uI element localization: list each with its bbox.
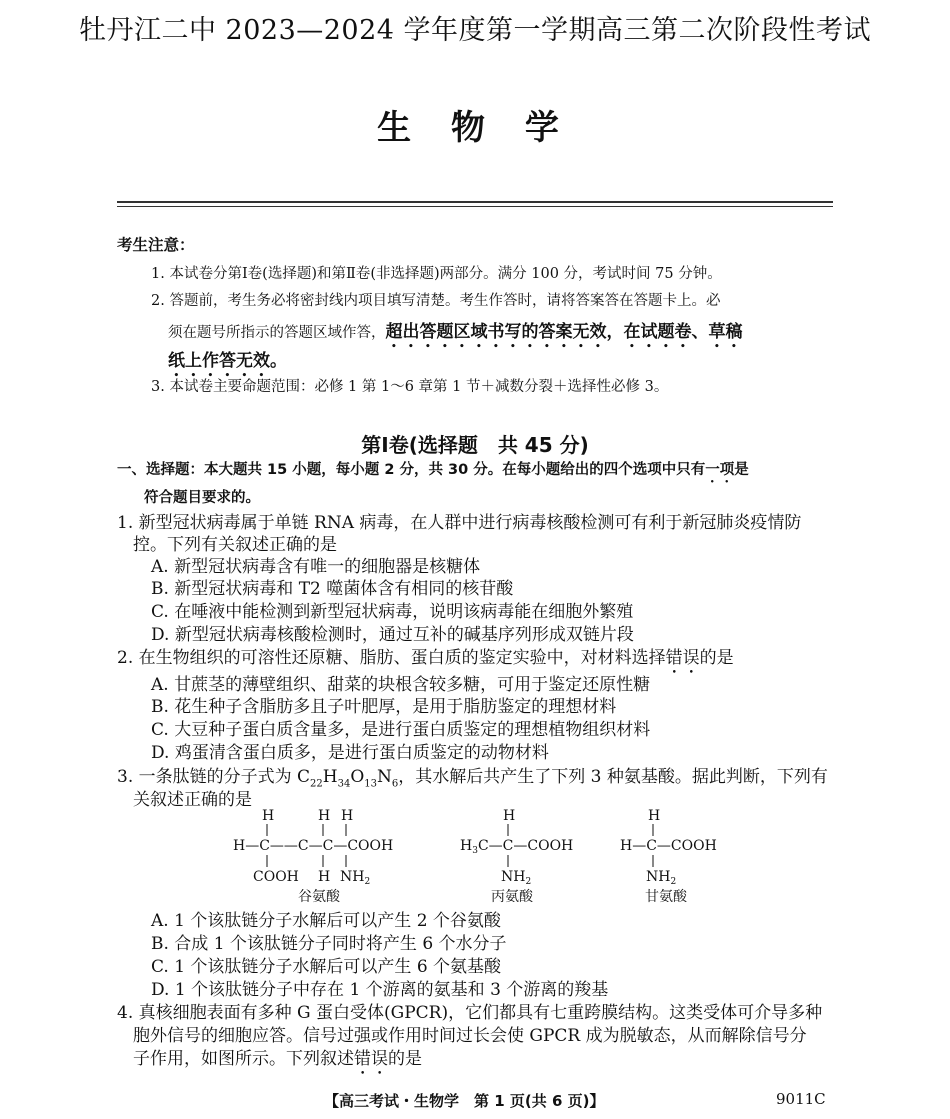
q4-stem-line2: 胞外信号的细胞应答。信号过强或作用时间过长会使 GPCR 成为脱敏态，从而解除信号分 (133, 1026, 807, 1046)
ala-h-top: H (503, 808, 516, 824)
q3-option-c: C. 1 个该肽链分子水解后可以产生 6 个氨基酸 (151, 957, 502, 977)
formula-sub-h: 34 (337, 778, 351, 790)
part1-instruction-line1 (117, 458, 749, 486)
glu-bottom-nh: $NH_2$ (340, 869, 371, 887)
q4-stem-line3 (133, 1044, 422, 1079)
q1-stem-line1: 1. 新型冠状病毒属于单链 RNA 病毒，在人群中进行病毒核酸检测可有利于新冠肺炎疫情防 (117, 513, 802, 533)
alanine-structure (460, 808, 573, 905)
notice-item-3: 3. 本试卷主要命题范围：必修 1 第 1～6 章第 1 节＋减数分裂＋选择性必修 3。 (151, 379, 669, 395)
instruction-post: 是 (734, 462, 749, 478)
amino-acid-structures (225, 805, 735, 905)
glutamate-structure (233, 808, 393, 905)
q4-stem-post: 的是 (388, 1049, 422, 1069)
q3-stem-post: ，其水解后共产生了下列 3 种氨基酸。据此判断，下列有 (398, 767, 828, 787)
glu-name: 谷氨酸 (298, 889, 340, 905)
q2-option-a: A. 甘蔗茎的薄壁组织、甜菜的块根含较多糖，可用于鉴定还原性糖 (151, 675, 651, 695)
glu-main-chain: H—C——C—C—COOH (233, 838, 394, 854)
q1-option-b: B. 新型冠状病毒和 T2 噬菌体含有相同的核苷酸 (151, 579, 514, 599)
instruction-pre: 一、选择题：本大题共 15 小题，每小题 2 分，共 30 分。在每小题给出的四个选项中只有 (117, 462, 706, 478)
q2-option-c: C. 大豆种子蛋白质含量多，是进行蛋白质鉴定的理想植物组织材料 (151, 720, 651, 740)
gly-name: 甘氨酸 (645, 889, 687, 905)
part1-title: 第Ⅰ卷(选择题 共 45 分) (361, 433, 589, 457)
q4-stem-pre: 子作用，如图所示。下列叙述 (133, 1049, 354, 1069)
q2-stem-post: 的是 (699, 648, 734, 668)
q4-stem-line1: 4. 真核细胞表面有多种 G 蛋白受体(GPCR)，它们都具有七重跨膜结构。这类受体可介导多种 (117, 1003, 823, 1023)
gly-main-chain: H—C—COOH (620, 838, 717, 854)
q4-stem-emph: 错误 (354, 1049, 388, 1069)
q2-option-b: B. 花生种子含脂肪多且子叶肥厚，是用于脂肪鉴定的理想材料 (151, 697, 617, 717)
gly-bottom-nh: $NH_2$ (646, 869, 677, 887)
subject-title: 生 物 学 (377, 108, 573, 148)
part1-instruction-line2: 符合题目要求的。 (144, 490, 260, 506)
q1-stem-line2: 控。下列有关叙述正确的是 (133, 535, 337, 555)
header-rule-thick (117, 201, 833, 203)
notice-heading: 考生注意： (117, 236, 195, 254)
ala-main-chain: $H_3C—C—COOH$ (460, 838, 574, 856)
q3-stem-line2: 关叙述正确的是 (133, 790, 252, 810)
header-rule-thin (117, 206, 833, 207)
notice-item-2-bold: 超出答题区域书写的答案无效，在试题卷、草稿 (385, 322, 743, 342)
ala-name: 丙氨酸 (491, 889, 533, 905)
footer-page-info: 【高三考试・生物学 第 1 页(共 6 页)】 (324, 1092, 605, 1110)
footer-code: 9011C (776, 1090, 826, 1108)
glu-h-top-3: H (341, 808, 354, 824)
formula-h: H (322, 767, 338, 787)
q2-option-d: D. 鸡蛋清含蛋白质多，是进行蛋白质鉴定的动物材料 (151, 743, 549, 763)
glycine-structure (620, 808, 717, 905)
q3-option-a: A. 1 个该肽链分子水解后可以产生 2 个谷氨酸 (151, 911, 501, 931)
q2-stem-pre: 2. 在生物组织的可溶性还原糖、脂肪、蛋白质的鉴定实验中，对材料选择 (117, 648, 666, 668)
formula-sub-n: 6 (391, 778, 399, 790)
notice-item-1: 1. 本试卷分第Ⅰ卷(选择题)和第Ⅱ卷(非选择题)两部分。满分 100 分，考试时间 75 分钟。 (151, 266, 722, 282)
q1-option-c: C. 在唾液中能检测到新型冠状病毒，说明该病毒能在细胞外繁殖 (151, 602, 634, 622)
formula-n: N (377, 767, 392, 787)
formula-sub-c: 22 (310, 778, 323, 790)
notice-item-2-line1: 2. 答题前，考生务必将密封线内项目填写清楚。考生作答时，请将答案答在答题卡上。必 (151, 293, 721, 309)
q3-stem-pre: 3. 一条肽链的分子式为 C (117, 767, 311, 787)
glu-bottom-cooh: COOH (253, 869, 299, 885)
q2-stem-emph: 错误 (665, 648, 700, 668)
glu-h-top-2: H (318, 808, 331, 824)
q1-option-d: D. 新型冠状病毒核酸检测时，通过互补的碱基序列形成双链片段 (151, 625, 634, 645)
q3-option-d: D. 1 个该肽链分子中存在 1 个游离的氨基和 3 个游离的羧基 (151, 980, 609, 1000)
notice-item-2-plain: 须在题号所指示的答题区域作答， (168, 325, 386, 341)
glu-h-top-1: H (262, 808, 275, 824)
q3-option-b: B. 合成 1 个该肽链分子同时将产生 6 个水分子 (151, 934, 507, 954)
glu-bottom-h: H (318, 869, 331, 885)
gly-h-top: H (648, 808, 661, 824)
formula-o: O (350, 767, 365, 787)
instruction-emph: 一项 (705, 462, 735, 478)
formula-sub-o: 13 (364, 778, 378, 790)
ala-bottom-nh: $NH_2$ (501, 869, 532, 887)
q1-option-a: A. 新型冠状病毒含有唯一的细胞器是核糖体 (151, 557, 481, 577)
exam-title: 牡丹江二中 2023—2024 学年度第一学期高三第二次阶段性考试 (78, 15, 872, 46)
notice-item-2-line3: 纸上作答无效。 (168, 351, 287, 371)
